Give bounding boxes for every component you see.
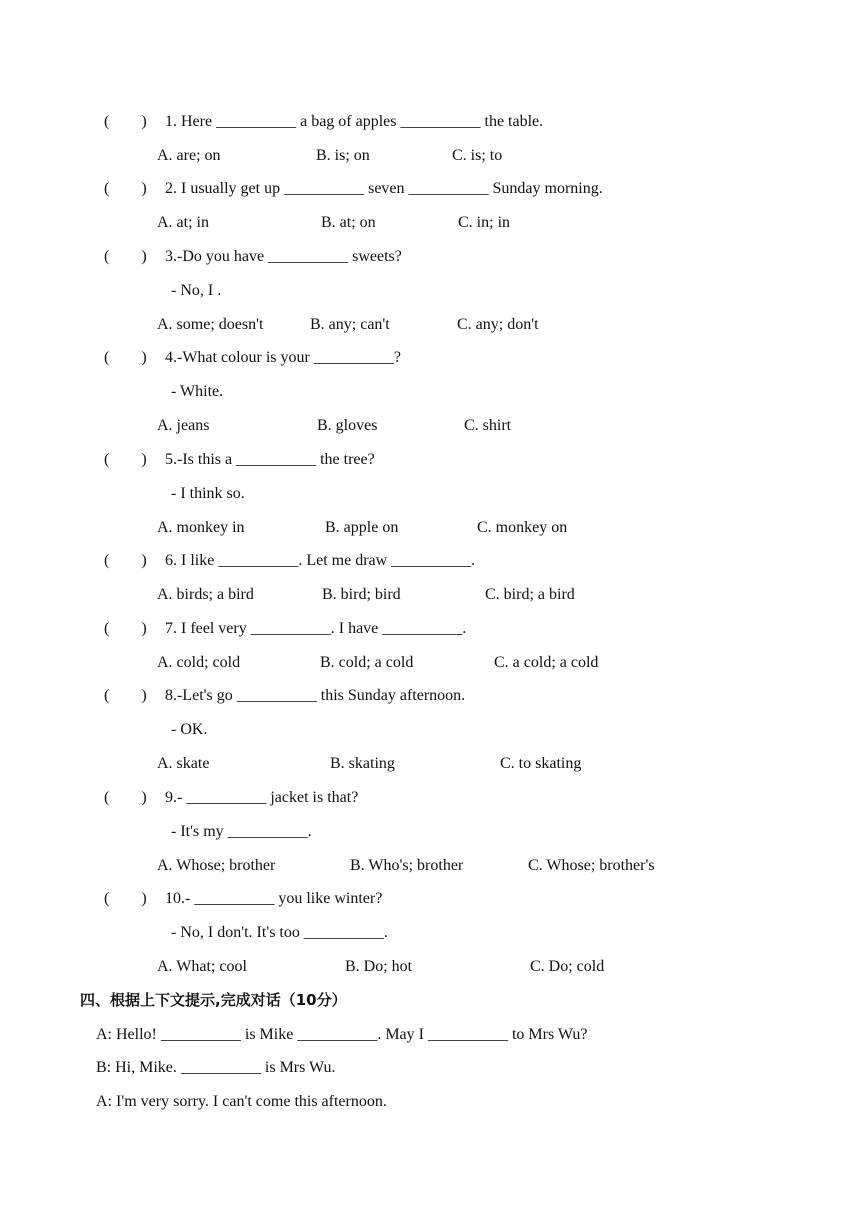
question-stem: 5.-Is this a __________ the tree?	[165, 451, 375, 468]
answer-line: - No, I don't. It's too __________.	[171, 924, 388, 941]
question-stem: 8.-Let's go __________ this Sunday afternoon.	[165, 687, 466, 704]
option-c: C. monkey on	[477, 519, 568, 536]
option-a: A. skate	[157, 755, 210, 772]
answer-blank-paren[interactable]: ( )	[104, 789, 147, 806]
answer-blank-paren[interactable]: ( )	[104, 552, 147, 569]
option-b: B. is; on	[316, 147, 370, 164]
option-b: B. cold; a cold	[320, 654, 414, 671]
question-stem: 7. I feel very __________. I have __________.	[165, 620, 467, 637]
option-a: A. birds; a bird	[157, 586, 254, 603]
option-c: C. bird; a bird	[485, 586, 575, 603]
option-b: B. gloves	[317, 417, 378, 434]
answer-blank-paren[interactable]: ( )	[104, 248, 147, 265]
question-stem: 3.-Do you have __________ sweets?	[165, 248, 402, 265]
option-c: C. in; in	[458, 214, 511, 231]
option-b: B. apple on	[325, 519, 399, 536]
answer-line: - OK.	[171, 721, 208, 738]
answer-line: - White.	[171, 383, 224, 400]
question-stem: 4.-What colour is your __________?	[165, 349, 401, 366]
option-b: B. any; can't	[310, 316, 390, 333]
option-a: A. monkey in	[157, 519, 245, 536]
option-c: C. Do; cold	[530, 958, 605, 975]
option-b: B. skating	[330, 755, 395, 772]
question-stem: 2. I usually get up __________ seven __________ Sunday morning.	[165, 180, 603, 197]
option-c: C. to skating	[500, 755, 582, 772]
section-heading: 四、根据上下文提示,完成对话（10分）	[80, 991, 347, 1009]
answer-blank-paren[interactable]: ( )	[104, 687, 147, 704]
option-a: A. some; doesn't	[157, 316, 264, 333]
answer-line: - It's my __________.	[171, 823, 312, 840]
answer-blank-paren[interactable]: ( )	[104, 113, 147, 130]
option-b: B. Who's; brother	[350, 857, 464, 874]
answer-blank-paren[interactable]: ( )	[104, 180, 147, 197]
option-a: A. jeans	[157, 417, 210, 434]
question-stem: 1. Here __________ a bag of apples __________ the table.	[165, 113, 544, 130]
answer-blank-paren[interactable]: ( )	[104, 451, 147, 468]
question-stem: 10.- __________ you like winter?	[165, 890, 383, 907]
dialogue-line: A: I'm very sorry. I can't come this afternoon.	[96, 1093, 387, 1110]
option-c: C. any; don't	[457, 316, 539, 333]
option-c: C. is; to	[452, 147, 503, 164]
answer-blank-paren[interactable]: ( )	[104, 349, 147, 366]
option-b: B. Do; hot	[345, 958, 413, 975]
option-b: B. at; on	[321, 214, 376, 231]
option-b: B. bird; bird	[322, 586, 401, 603]
dialogue-line: A: Hello! __________ is Mike __________. May I __________ to Mrs Wu?	[96, 1026, 588, 1043]
answer-blank-paren[interactable]: ( )	[104, 620, 147, 637]
option-a: A. cold; cold	[157, 654, 241, 671]
option-a: A. Whose; brother	[157, 857, 276, 874]
answer-line: - No, I .	[171, 282, 222, 299]
option-c: C. a cold; a cold	[494, 654, 599, 671]
answer-line: - I think so.	[171, 485, 245, 502]
option-c: C. shirt	[464, 417, 512, 434]
question-stem: 9.- __________ jacket is that?	[165, 789, 359, 806]
option-a: A. at; in	[157, 214, 209, 231]
dialogue-line: B: Hi, Mike. __________ is Mrs Wu.	[96, 1059, 336, 1076]
option-a: A. What; cool	[157, 958, 247, 975]
answer-blank-paren[interactable]: ( )	[104, 890, 147, 907]
option-a: A. are; on	[157, 147, 221, 164]
option-c: C. Whose; brother's	[528, 857, 655, 874]
question-stem: 6. I like __________. Let me draw __________.	[165, 552, 476, 569]
